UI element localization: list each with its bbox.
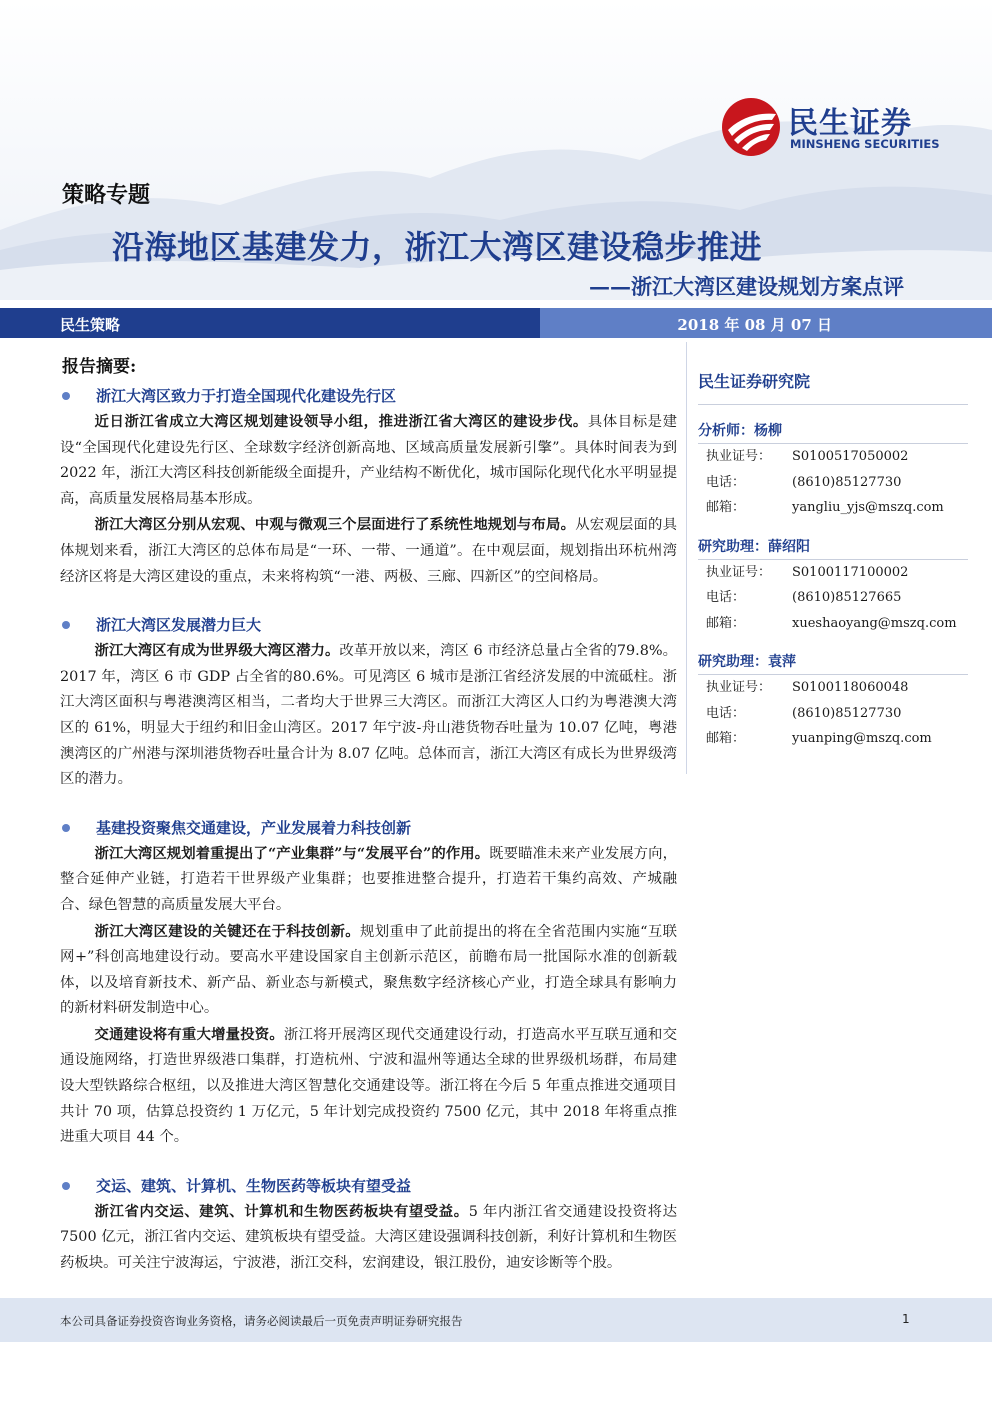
paragraph [60,512,677,590]
paragraph-lead: 浙江大湾区规划着重提出了“产业集群”与“发展平台”的作用。 [94,844,490,862]
paragraph-body: 既要瞄准未来产业发展方向，整合延伸产业链，打造若干世界级产业集群；也要推进整合提升，打造若干集约高效、产城融合、绿色智慧的高质量发展大平台。 [60,845,677,913]
info-row [698,585,968,611]
section-heading [60,815,677,841]
section-heading [60,612,677,638]
paragraph-body: 改革开放以来，湾区 6 市经济总量占全省的79.8%。2017 年，湾区 6 市 GDP 占全省的80.6%。可见湾区 6 城市是浙江省经济发展的中流砥柱。浙江大湾区面积与粤港澳湾区相当，二者均大于世界三大湾区。而浙江大湾区人口约为粤港澳大湾区的 61%，明显大于纽约和旧金山湾区。2017 年宁波-舟山港货物吞吐量为 10.07 亿吨，粤港澳湾区的广州港与深圳港货物吞吐量合计为 8.07 亿吨。总体而言，浙江大湾区有成长为世界级湾区的潜力。 [60,643,677,788]
summary-section [60,383,677,590]
info-key: 电话： [706,705,746,721]
paragraph-lead: 浙江大湾区有成为世界级大湾区潜力。 [94,642,340,660]
analyst-card [698,419,968,521]
email-link[interactable]: yangliu_yjs@mszq.com [792,500,944,515]
info-key: 邮箱： [706,615,746,631]
paragraph-body: 规划重申了此前提出的将在全省范围内实施“互联网+”科创高地建设行动。要高水平建设国家自主创新示范区，前瞻布局一批国际水准的创新载体，以及培育新技术、新产品、新业态与新模式，聚焦数字经济核心产业，打造全球具有影响力的新材料研发制造中心。 [60,923,678,1017]
section-heading [60,1173,677,1199]
summary-section [60,612,677,793]
page-number: 1 [902,1312,910,1326]
info-value: (8610)85127665 [792,590,902,605]
info-row [698,701,968,727]
info-row [698,495,968,521]
info-value: S0100117100002 [792,564,909,580]
report-subtitle: ——浙江大湾区建设规划方案点评 [589,274,904,299]
info-value: S0100118060048 [792,680,909,695]
info-key: 执业证号： [706,564,772,580]
summary-column [60,383,677,1320]
section-heading-text: 浙江大湾区致力于打造全国现代化建设先行区 [96,387,397,405]
paragraph-body: 从宏观层面的具体规划来看，浙江大湾区的总体布局是“一环、一带、一通道”。在中观层面，规划指出环杭州湾经济区将是大湾区建设的重点，未来将构筑“一港、两极、三廊、四新区”的空间格局。 [60,517,677,585]
email-link[interactable]: yuanping@mszq.com [792,731,932,746]
bullet-icon [62,824,70,832]
company-logo [720,96,960,160]
report-category: 策略专题 [62,182,151,208]
paragraph [60,1199,677,1277]
header-band [0,308,992,338]
paragraph [60,1022,677,1151]
summary-section [60,1173,677,1277]
logo-name-cn: 民生证券 [788,106,912,141]
paragraph [60,638,677,793]
analyst-sidebar [698,360,968,752]
info-row [698,470,968,496]
info-key: 电话： [706,474,746,490]
analyst-title: 研究助理：袁萍 [698,650,968,675]
info-row [698,560,968,586]
analyst-card [698,650,968,752]
paragraph-lead: 交通建设将有重大增量投资。 [94,1025,284,1043]
paragraph [60,409,677,512]
info-key: 执业证号： [706,449,772,464]
paragraph [60,919,677,1022]
report-date: 2018 年 08 月 07 日 [677,316,832,334]
info-value: (8610)85127730 [792,705,902,721]
info-key: 执业证号： [706,680,772,695]
info-row [698,726,968,752]
band-label: 民生策略 [60,316,121,334]
analyst-card [698,535,968,637]
paragraph-lead: 浙江大湾区分别从宏观、中观与微观三个层面进行了系统性地规划与布局。 [94,516,576,534]
info-row [698,611,968,637]
institute-name: 民生证券研究院 [698,360,968,405]
info-value: S0100517050002 [792,449,909,464]
email-link[interactable]: xueshaoyang@mszq.com [792,615,957,631]
info-key: 电话： [706,590,746,605]
analyst-title: 研究助理：薛绍阳 [698,535,968,560]
bullet-icon [62,621,70,629]
page-footer [0,1298,992,1342]
paragraph-lead: 浙江省内交运、建筑、计算机和生物医药板块有望受益。 [94,1202,469,1220]
info-value: (8610)85127730 [792,474,902,490]
paragraph-body: 具体目标是建设“全国现代化建设先行区、全球数字经济创新高地、区域高质量发展新引擎”。具体时间表为到 2022 年，浙江大湾区科技创新能级全面提升，产业结构不断优化，城市国际化现代化水平明显提高，高质量发展格局基本形成。 [60,414,677,507]
section-heading-text: 基建投资聚焦交通建设，产业发展着力科技创新 [96,818,412,837]
section-heading [60,383,677,409]
logo-mark-icon [720,96,782,158]
paragraph-lead: 近日浙江省成立大湾区规划建设领导小组，推进浙江省大湾区的建设步伐。 [94,413,588,430]
paragraph-body: 浙江将开展湾区现代交通建设行动，打造高水平互联互通和交通设施网络，打造世界级港口集群，打造杭州、宁波和温州等通达全球的世界级机场群，布局建设大型铁路综合枢纽，以及推进大湾区智慧化交通建设等。浙江将在今后 5 年重点推进交通项目共计 70 项，估算总投资约 1 万亿元，5 年计划完成投资约 7500 亿元，其中 2018 年将重点推进重大项目 44 个。 [60,1026,677,1146]
analyst-title: 分析师：杨柳 [698,419,968,444]
bullet-icon [62,392,70,400]
paragraph [60,841,677,919]
paragraph-lead: 浙江大湾区建设的关键还在于科技创新。 [94,922,360,940]
column-divider [686,342,687,774]
info-row [698,675,968,701]
report-title: 沿海地区基建发力，浙江大湾区建设稳步推进 [112,228,763,266]
summary-heading: 报告摘要: [62,357,137,377]
section-heading-text: 交运、建筑、计算机、生物医药等板块有望受益 [96,1176,412,1195]
logo-name-en: MINSHENG SECURITIES [790,137,940,151]
bullet-icon [62,1182,70,1190]
section-heading-text: 浙江大湾区发展潜力巨大 [96,616,262,635]
info-row [698,444,968,470]
info-key: 邮箱： [706,731,746,746]
info-key: 邮箱： [706,500,746,515]
footer-disclaimer: 本公司具备证券投资咨询业务资格，请务必阅读最后一页免责声明证券研究报告 [60,1314,463,1328]
paragraph-body: 5 年内浙江省交通建设投资将达 7500 亿元，浙江省内交运、建筑板块有望受益。大湾区建设强调科技创新，利好计算机和生物医药板块。可关注宁波海运，宁波港，浙江交科，宏润建设，银江股份，迪安诊断等个股。 [60,1203,677,1272]
summary-section [60,815,677,1151]
